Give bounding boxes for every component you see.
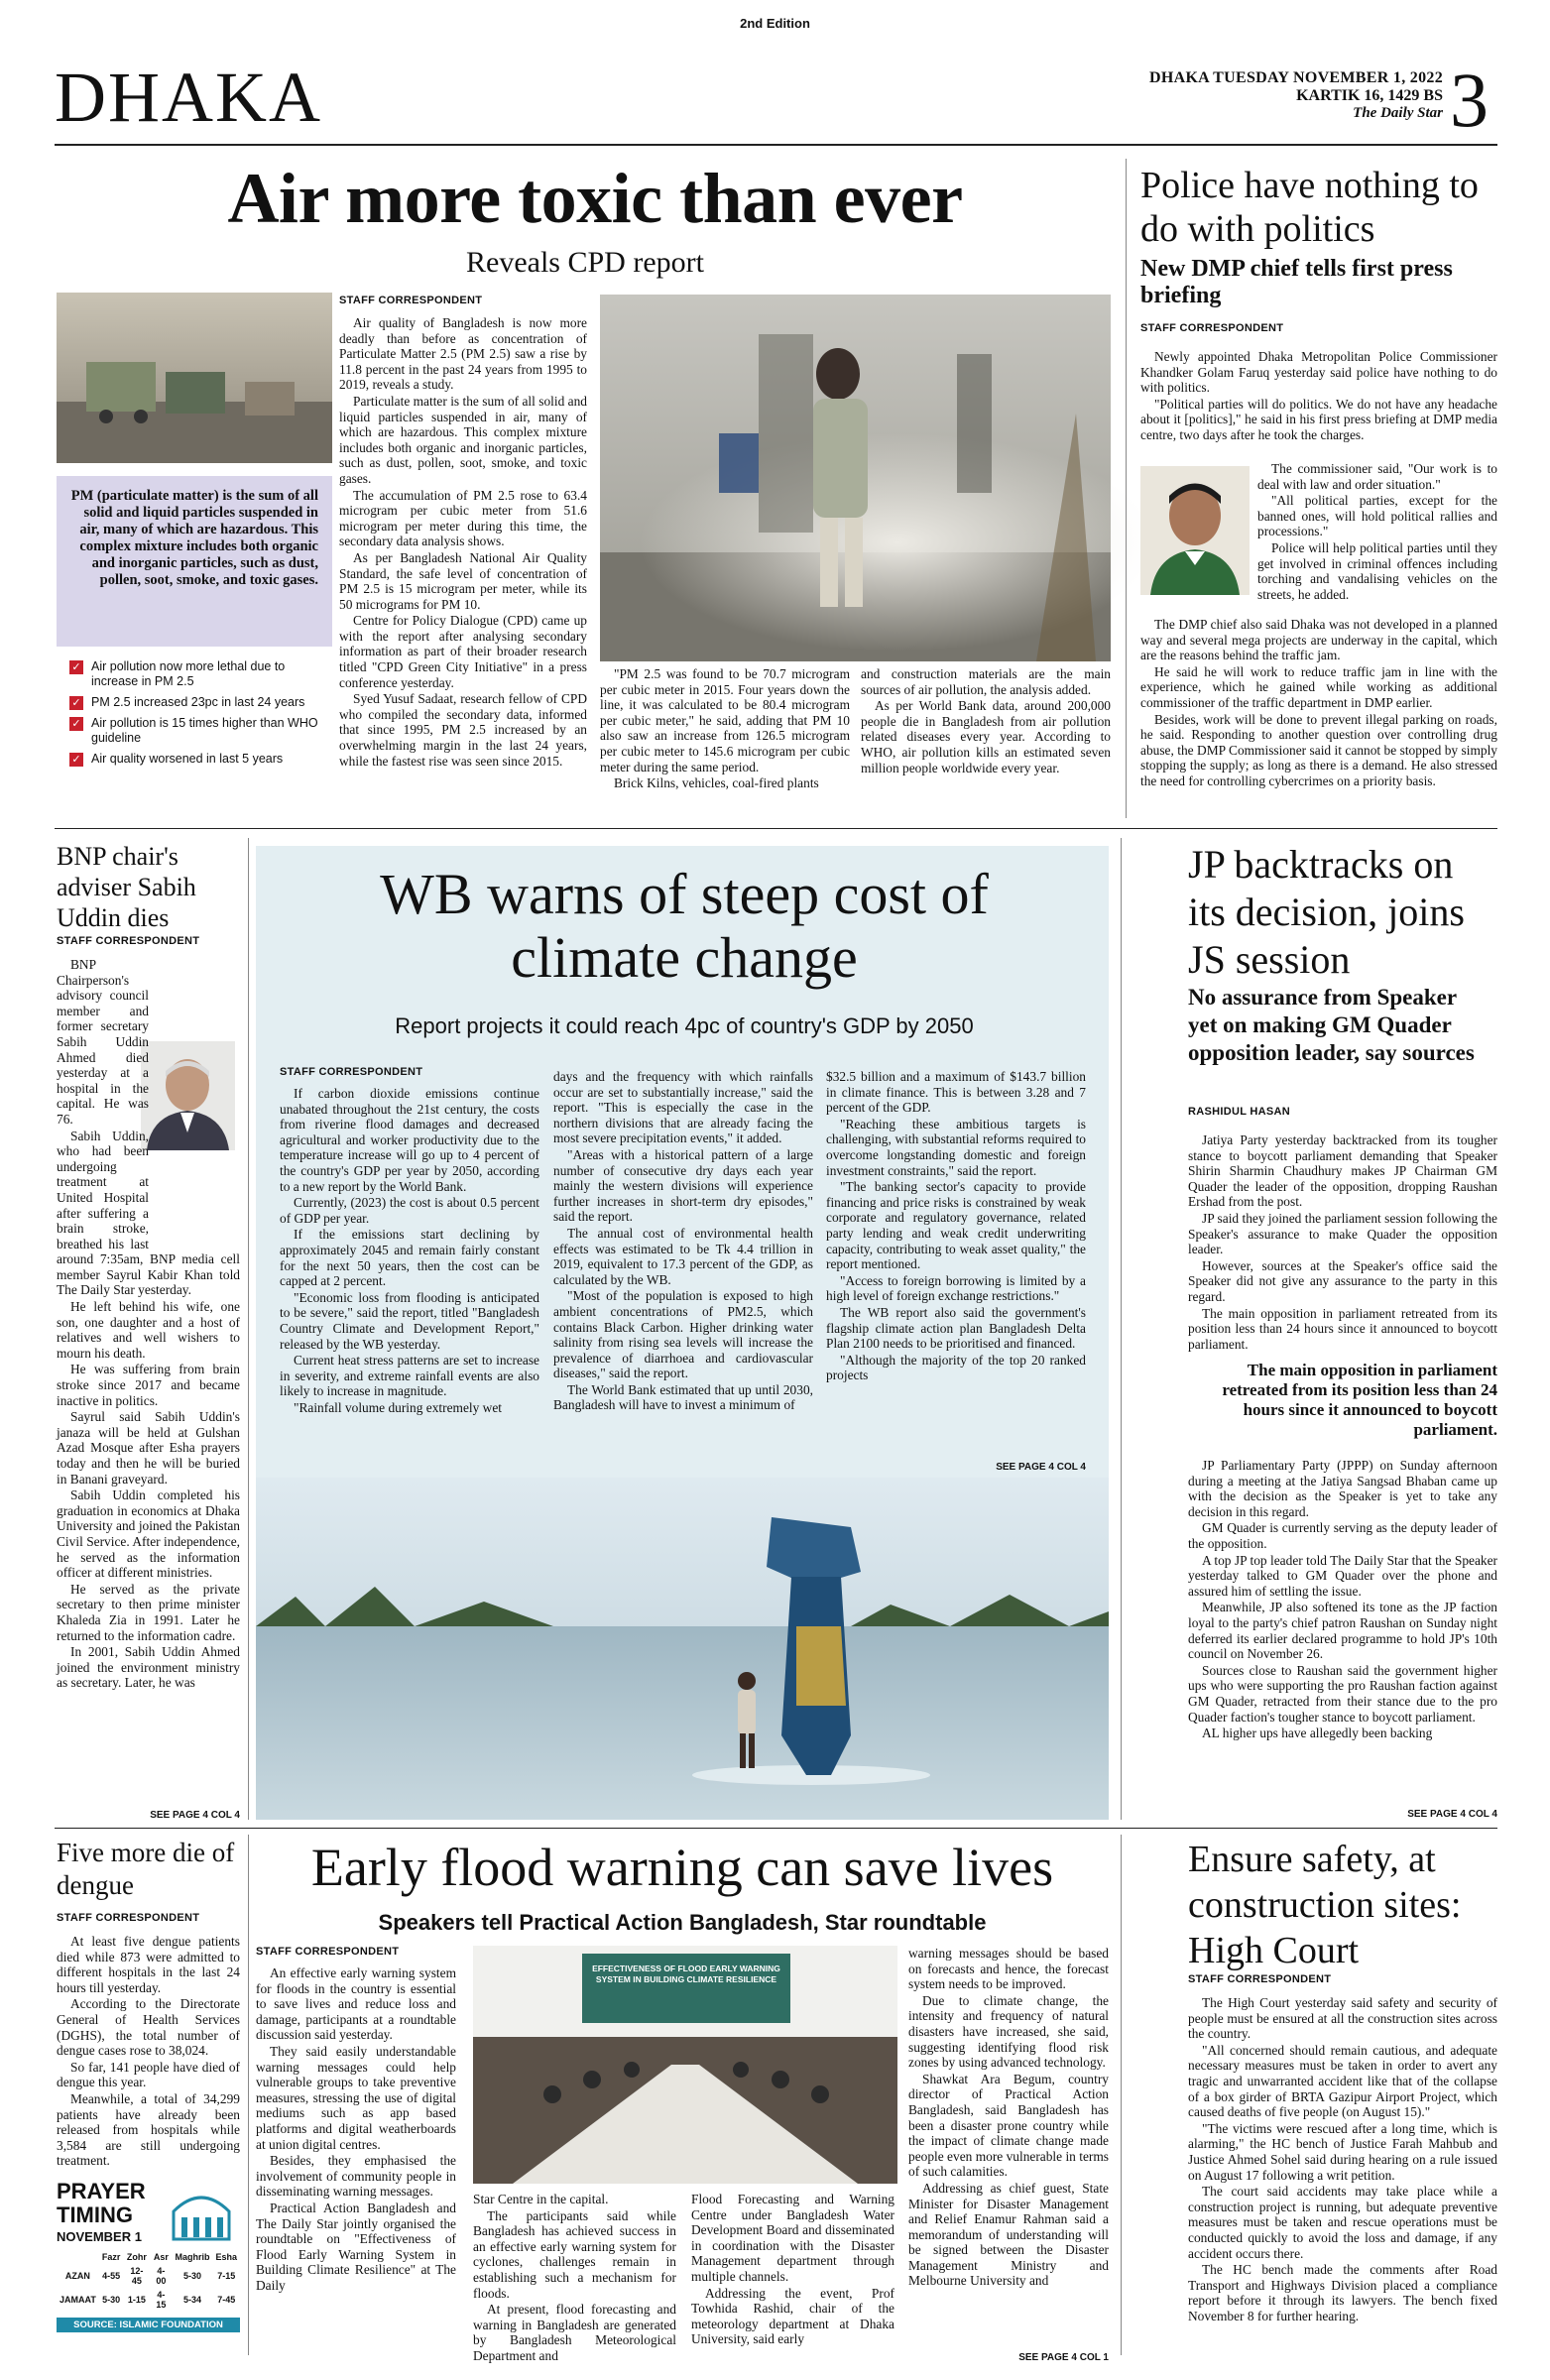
court-headline: Ensure safety, at construction sites: High Court (1188, 1839, 1462, 1971)
dengue-body (57, 1934, 240, 2170)
paragraph: "The banking sector's capacity to provide financing and price risks is constrained by weak corporate and regulatory governance, related party lending and weak credit underwriting capacity, contributing to weak asset quality," the report mentioned. (826, 1179, 1086, 1272)
paragraph: warning messages should be based on forecasts and hence, the forecast system needs to be improved. (908, 1946, 1109, 1992)
table-cell: 5-30 (102, 2295, 121, 2305)
paragraph: The participants said while Bangladesh has achieved success in an effective early warning system for cyclones, challenges remain in establishing such a mechanism for floods. (473, 2207, 676, 2301)
flood-col1 (256, 1965, 456, 2352)
paragraph: "Most of the population is exposed to high ambient concentrations of PM2.5, which contains Black Carbon. Higher drinking water salinity from rising sea levels will increase the prevalence of diarrhoea and cardiovascular diseases," said the report. (553, 1288, 813, 1381)
paragraph: The commissioner said, "Our work is to deal with law and order situation." (1257, 461, 1497, 492)
paragraph: "Access to foreign borrowing is limited by a high level of foreign exchange restrictions." (826, 1272, 1086, 1304)
paragraph: Sabih Uddin, who had been undergoing treatment at United Hospital after suffering a brain stroke, breathed his last around 7:35am, BNP media cell member Sayrul Kabir Khan told The Daily Star yesterday. (57, 1128, 240, 1298)
paragraph: The WB report also said the government's flagship climate action plan Bangladesh Delta Plan 2100 needs to be prioritised and financed. (826, 1304, 1086, 1352)
paragraph: Jatiya Party yesterday backtracked from its tougher stance to boycott parliament demanding that Speaker Shirin Sharmin Chaudhury makes JP Chairman GM Quader the leader of the opposition, dropping Raushan Ershad from the post. (1188, 1132, 1497, 1210)
prayer-title-line: TIMING (57, 2202, 133, 2227)
table-cell: 5-30 (182, 2271, 201, 2281)
paragraph: A top JP top leader told The Daily Star that the Speaker yesterday talked to GM Quader over the phone and assured him of settling the issue. (1188, 1552, 1497, 1599)
paragraph: They said easily understandable warning messages could help vulnerable groups to take preventive measures, stressing the use of digital mediums such as app based platforms and digital weatherboards at union digital centres. (256, 2043, 456, 2152)
check-icon: ✓ (69, 696, 83, 710)
paragraph: The court said accidents may take place while a construction project is running, but adequate preventive measures must be taken and rescue operations must be conducted quickly to avoid the loss and damage, if any accident occurs there. (1188, 2184, 1497, 2261)
paragraph: days and the frequency with which rainfalls occur are set to substantially increase," said the report. "This is especially the case in the northern divisions that are already facing the most severe precipitation events," it added. (553, 1069, 813, 1146)
lead-body-col1 (339, 315, 587, 811)
table-cell: 1-15 (127, 2295, 146, 2305)
column-divider (1121, 1835, 1122, 2355)
flood-women-photo (256, 1478, 1109, 1820)
paragraph: "Rainfall volume during extremely wet (294, 1399, 502, 1415)
lead-body-col2 (600, 666, 850, 815)
dengue-byline: STAFF CORRESPONDENT (57, 1912, 200, 1924)
flood-subhead: Speakers tell Practical Action Bangladesh, Star roundtable (378, 1910, 987, 1935)
checklist-text: Air quality worsened in last 5 years (91, 752, 284, 766)
paragraph: He left behind his wife, one son, one daughter and a host of relatives and well wishers to mourn his death. (57, 1299, 240, 1361)
flood-headline: Early flood warning can save lives (310, 1838, 1054, 1897)
wb-see-page: SEE PAGE 4 COL 4 (996, 1462, 1086, 1473)
column-divider (248, 1835, 249, 2355)
checklist-text: Air pollution is 15 times higher than WHO guideline (91, 716, 318, 745)
paragraph: $32.5 billion and a maximum of $143.7 billion in climate finance. This is between 3.28 and 7 percent of the GDP. (826, 1069, 1086, 1116)
paragraph: "Political parties will do politics. We do not have any headache about it [politics]," he said in his first press briefing at DMP media centre, two days after he took the charges. (1140, 396, 1497, 442)
pm-info-box (57, 476, 332, 647)
prayer-header-row (57, 2250, 240, 2264)
paragraph: Particulate matter is the sum of all solid and liquid particles suspended in air, many of which are hazardous. This complex mixture includes both organic and inorganic particles, such as dust, pollen, soot, smoke, and toxic gases. (339, 393, 587, 486)
paper-name: The Daily Star (1353, 105, 1443, 121)
woman-smoke-photo (600, 295, 1111, 661)
paragraph: The World Bank estimated that up until 2030, Bangladesh will have to invest a minimum of (553, 1381, 813, 1413)
paragraph: GM Quader is currently serving as the deputy leader of the opposition. (1188, 1520, 1497, 1551)
column-divider (248, 838, 249, 1820)
wb-headline: WB warns of steep cost of climate change (380, 862, 989, 990)
paragraph: Sabih Uddin completed his graduation in economics at Dhaka University and joined the Pakistan Civil Service. After independence, he served as the information officer at different ministries. (57, 1488, 240, 1581)
police-byline: STAFF CORRESPONDENT (1140, 322, 1284, 334)
section-rule (55, 828, 1497, 829)
page-number: 3 (1450, 57, 1489, 143)
paragraph: According to the Directorate General of Health Services (DGHS), the total number of dengue cases rose to 38,024. (57, 1996, 240, 2059)
wb-col1 (280, 1086, 539, 1468)
police-subhead: New DMP chief tells first press briefing (1140, 256, 1453, 308)
bnp-body (57, 957, 240, 1805)
checklist-item (69, 752, 327, 767)
police-body-top (1140, 349, 1497, 444)
jp-headline: JP backtracks on its decision, joins JS session (1188, 842, 1465, 982)
paragraph: He was suffering from brain stroke since 2017 and became inactive in politics. (57, 1362, 240, 1408)
paragraph: "Although the majority of the top 20 ranked projects (826, 1352, 1086, 1383)
paragraph: Newly appointed Dhaka Metropolitan Police Commissioner Khandker Golam Faruq yesterday said police have nothing to do with politics. (1140, 349, 1497, 396)
flood-col3 (691, 2192, 894, 2350)
jp-see-page: SEE PAGE 4 COL 4 (1407, 1809, 1497, 1820)
paragraph: The HC bench made the comments after Road Transport and Highways Division placed a compliance report before it through its lawyers. The bench fixed November 8 for further hearing. (1188, 2262, 1497, 2323)
check-icon: ✓ (69, 660, 83, 674)
paragraph: Flood Forecasting and Warning Centre under Bangladesh Water Development Board and disseminated in coordination with the Disaster Management department through multiple channels. (691, 2192, 894, 2284)
paragraph: As per Bangladesh National Air Quality Standard, the safe level of concentration of PM 2.5 is 15 microgram per meter, while its 50 micrograms for PM 10. (339, 549, 587, 612)
roundtable-photo (473, 1946, 897, 2184)
table-cell: 7-15 (217, 2271, 236, 2281)
paragraph: BNP Chairperson's advisory council member and former secretary Sabih Uddin Ahmed died yesterday at a hospital in the capital. He was 76. (57, 957, 149, 1127)
jp-body-top (1188, 1132, 1497, 1353)
traffic-smog-image (57, 293, 332, 463)
checklist-item (69, 695, 327, 710)
paragraph: Current heat stress patterns are set to increase in severity, and extreme rainfall events are also likely to increase in magnitude. (280, 1353, 539, 1399)
jp-subhead: No assurance from Speaker yet on making GM Quader opposition leader, say sources (1188, 985, 1475, 1065)
lead-byline: STAFF CORRESPONDENT (339, 295, 483, 306)
roundtable-banner-text: EFFECTIVENESS OF FLOOD EARLY WARNING SYSTEM IN BUILDING CLIMATE RESILIENCE (592, 1964, 780, 1984)
paragraph: An effective early warning system for floods in the country is essential to save lives and reduce loss and damage, participants at a roundtable discussion said yesterday. (256, 1965, 456, 2043)
paragraph: In 2001, Sabih Uddin Ahmed joined the environment ministry as secretary. Later, he was (57, 1644, 240, 1691)
paragraph: The annual cost of environmental health effects was estimated to be Tk 4.4 trillion in 2019, equivalent to 17.3 percent of the GDP, as calculated by the WB. (553, 1225, 813, 1287)
prayer-timing-box (57, 2180, 240, 2350)
jp-byline: RASHIDUL HASAN (1188, 1106, 1291, 1118)
paragraph: If the emissions start declining by approximately 2045 and remain fairly constant for the next 50 years, then the cost can be capped at 2 percent. (280, 1227, 539, 1289)
wb-byline: STAFF CORRESPONDENT (280, 1066, 423, 1078)
check-icon: ✓ (69, 753, 83, 767)
table-cell: AZAN (64, 2271, 90, 2281)
paragraph: Besides, they emphasised the involvement of community people in disseminating warning messages. (256, 2153, 456, 2200)
dengue-headline: Five more die of dengue (57, 1838, 235, 1900)
prayer-source: SOURCE: ISLAMIC FOUNDATION (57, 2318, 240, 2332)
air-checklist (69, 659, 327, 773)
police-body-wrap (1257, 461, 1497, 603)
column-divider (1126, 159, 1127, 818)
prayer-table (57, 2250, 240, 2312)
jp-pull-quote: The main opposition in parliament retreated from its position less than 24 hours since it announced to boycott parliament. (1222, 1361, 1497, 1439)
paragraph: JP said they joined the parliament session following the Speaker's assurance to make Quader the opposition leader. (1188, 1210, 1497, 1257)
table-cell: 4-00 (156, 2266, 167, 2286)
paragraph: He served as the private secretary to then prime minister Khaleda Zia in 1991. Later he returned to the information cadre. (57, 1581, 240, 1643)
paragraph: The High Court yesterday said safety and security of people must be ensured at all the construction sites across the country. (1188, 1995, 1497, 2042)
table-cell: Fazr (101, 2252, 121, 2262)
lead-headline: Air more toxic than ever (227, 159, 963, 238)
lead-body-col3 (861, 666, 1111, 815)
paragraph: The main opposition in parliament retreated from its position less than 24 hours since it announced to boycott parliament. (1188, 1305, 1497, 1352)
bnp-headline: BNP chair's adviser Sabih Uddin dies (57, 842, 196, 932)
paragraph: Sayrul said Sabih Uddin's janaza will be held at Gulshan Azad Mosque after Esha prayers today and then he will be buried in Banani graveyard. (57, 1409, 240, 1487)
flood-col2 (473, 2192, 676, 2363)
table-cell: 5-34 (182, 2295, 201, 2305)
table-cell: 7-45 (217, 2295, 236, 2305)
paragraph: "All concerned should remain cautious, and adequate necessary measures must be taken in order to avert any tragic and unwarranted accident like that of the collapse of a box girder of BRTA Gazipur Airport Project, which caused deaths of five people (on August 15)." (1188, 2042, 1497, 2120)
prayer-title-line: PRAYER (57, 2179, 146, 2203)
paragraph: So far, 141 people have died of dengue this year. (57, 2059, 240, 2090)
paragraph: "Reaching these ambitious targets is challenging, with substantial reforms required to overcome longstanding domestic and foreign investment constraints," said the report. (826, 1116, 1086, 1178)
paragraph: "Economic loss from flooding is anticipated to be severe," said the report, titled "Bangladesh Country Climate and Development Report," released by the WB yesterday. (280, 1289, 539, 1352)
flood-col4 (908, 1946, 1109, 2342)
bnp-byline: STAFF CORRESPONDENT (57, 935, 200, 947)
woman-smoke-image (600, 295, 1111, 661)
table-cell: Zohr (126, 2252, 147, 2262)
bangla-date: KARTIK 16, 1429 BS (1296, 87, 1443, 104)
paragraph: Centre for Policy Dialogue (CPD) came up with the report after analysing secondary information as part of their broader research titled "CPD Green City Initiative" in a press conference yesterday. (339, 613, 587, 690)
paragraph: "All political parties, except for the banned ones, will hold political rallies and processions." (1257, 493, 1497, 539)
paragraph: The DMP chief also said Dhaka was not developed in a planned way and several mega projects are underway in the capital, which are the reasons behind the traffic jam. (1140, 617, 1497, 663)
paragraph: However, sources at the Speaker's office said the Speaker did not give any assurance to the party in this regard. (1188, 1257, 1497, 1304)
wb-col3 (826, 1069, 1086, 1461)
paragraph: Air quality of Bangladesh is now more deadly than before as concentration of Particulate Matter 2.5 (PM 2.5) saw a rise by 11.8 percent in the past 24 years from 1995 to 2019, reveals a study. (339, 315, 587, 393)
column-divider (1121, 838, 1122, 1820)
check-icon: ✓ (69, 717, 83, 731)
mosque-icon (168, 2182, 235, 2241)
flood-see-page: SEE PAGE 4 COL 1 (1018, 2352, 1109, 2363)
table-cell: Asr (153, 2252, 169, 2262)
prayer-date: NOVEMBER 1 (57, 2229, 142, 2244)
paragraph: Meanwhile, a total of 34,299 patients have already been released from hospitals while 3,584 are still undergoing treatment. (57, 2090, 240, 2169)
paragraph: AL higher ups have allegedly been backing (1202, 1726, 1433, 1741)
paragraph: Practical Action Bangladesh and The Daily Star jointly organised the roundtable on "Effectiveness of Flood Early Warning System in Building Climate Resilience" at The Daily (256, 2200, 456, 2293)
paragraph: As per World Bank data, around 200,000 people die in Bangladesh from air pollution related diseases every year. According to WHO, air pollution kills an estimated seven million people worldwide every year. (861, 698, 1111, 775)
paragraph: At least five dengue patients died while 873 were admitted to different hospitals in the last 24 hours till yesterday. (57, 1934, 240, 1995)
paragraph: "PM 2.5 was found to be 70.7 microgram per cubic meter in 2015. Four years down the line, it was calculated to be 80.4 microgram per cubic meter," he said, adding that PM 10 also saw an increase from 126.5 microgram per cubic meter to 145.6 microgram per cubic meter during the same period. (600, 666, 850, 774)
court-body (1188, 1995, 1497, 2352)
table-row (57, 2264, 240, 2288)
paragraph: Addressing the event, Prof Towhida Rashid, chair of the meteorology department at Dhaka University, said early (691, 2285, 894, 2347)
table-cell: 12-45 (130, 2266, 144, 2286)
paragraph: The accumulation of PM 2.5 rose to 63.4 microgram per cubic meter from 51.6 microgram per meter during this time, the secondary data analysis shows. (339, 487, 587, 549)
flood-women-image (256, 1478, 1109, 1820)
lead-subhead: Reveals CPD report (466, 246, 704, 279)
checklist-text: Air pollution now more lethal due to increase in PM 2.5 (91, 659, 286, 688)
wb-col2 (553, 1069, 813, 1468)
police-headline: Police have nothing to do with politics (1140, 165, 1479, 250)
table-cell: 4-15 (156, 2290, 167, 2310)
police-body-bottom (1140, 617, 1497, 790)
wb-subhead: Report projects it could reach 4pc of country's GDP by 2050 (395, 1013, 974, 1038)
paragraph: "Areas with a historical pattern of a large number of consecutive dry days each year mainly the western divisions will experience further increases in short-term dry episodes," said the report. (553, 1146, 813, 1225)
paragraph: Shawkat Ara Begum, country director of Practical Action Bangladesh, said Bangladesh has been a disaster prone country while the impact of climate change made people even more vulnerable in terms of such calamities. (908, 2071, 1109, 2180)
bnp-see-page: SEE PAGE 4 COL 4 (150, 1810, 240, 1821)
photo-float (149, 1038, 240, 1242)
paragraph: Currently, (2023) the cost is about 0.5 percent of GDP per year. (280, 1195, 539, 1226)
section-title: DHAKA (55, 58, 322, 137)
paragraph: JP Parliamentary Party (JPPP) on Sunday afternoon during a meeting at the Jatiya Sangsad Bhaban came up with the decision as the Speaker is yet to take any decision in this regard. (1188, 1458, 1497, 1519)
paragraph: Addressing as chief guest, State Minister for Disaster Management and Relief Enamur Rahman said a memorandum of understanding will be signed between the Disaster Management Ministry and Melbourne University and (908, 2180, 1109, 2289)
court-byline: STAFF CORRESPONDENT (1188, 1973, 1332, 1985)
paragraph: Sources close to Raushan said the government higher ups who were supporting the pro Raushan faction against GM Quader, retracted from their stance due to the pro Quader faction's tougher stance to boycott parliament. (1188, 1662, 1497, 1725)
paragraph: Meanwhile, JP also softened its tone as the JP faction loyal to the party's chief patron Raushan on Sunday night deferred its earlier declared programme to hold JP's 10th council on November 26. (1188, 1600, 1497, 1662)
commissioner-portrait (1140, 466, 1250, 595)
table-cell: JAMAAT (60, 2295, 96, 2305)
table-cell (57, 2250, 99, 2264)
paragraph: Police will help political parties until they get involved in criminal offences including torching and vandalising vehicles on the streets, he added. (1257, 539, 1497, 602)
paragraph: Due to climate change, the intensity and frequency of natural disasters have increased, she said, suggesting identifying flood risk zones by using advanced technology. (908, 1992, 1109, 2071)
masthead-rule (55, 144, 1497, 146)
date-line: DHAKA TUESDAY NOVEMBER 1, 2022 (1148, 69, 1443, 86)
edition-label: 2nd Edition (740, 16, 810, 31)
table-cell: 4-55 (102, 2271, 121, 2281)
paragraph: Star Centre in the capital. (473, 2192, 609, 2206)
portrait-image (1140, 466, 1250, 595)
paragraph: "The victims were rescued after a long time, which is alarming," the HC bench of Justice Farah Mahbub and Justice Ahmed Sohel said during hearing on a rule issued on August 17 following a writ petition. (1188, 2120, 1497, 2183)
paragraph: and construction materials are the main sources of air pollution, the analysis added. (861, 666, 1111, 697)
checklist-text: PM 2.5 increased 23pc in last 24 years (91, 695, 305, 709)
table-cell: Esha (215, 2252, 237, 2262)
checklist-item (69, 659, 327, 689)
checklist-item (69, 716, 327, 746)
table-row (57, 2288, 240, 2312)
pm-info-text: PM (particulate matter) is the sum of all solid and liquid particles suspended in air, many of which are hazardous. This complex mixture includes both organic and inorganic particles, such as dust, pollen, soot, smoke, and toxic gases. (70, 488, 318, 588)
flood-byline: STAFF CORRESPONDENT (256, 1946, 400, 1958)
table-cell: Maghrib (175, 2252, 210, 2262)
paragraph: If carbon dioxide emissions continue unabated throughout the 21st century, the costs from riverine flood damages and decreased agricultural and worker productivity due to the temperature increase will go up to 4 percent of the country's GDP per year by 2050, according to a new report by the World Bank. (280, 1086, 539, 1194)
date-block (1145, 69, 1443, 122)
jp-body-bottom (1188, 1458, 1497, 1803)
paragraph: Besides, work will be done to prevent illegal parking on roads, he said. Responding to another question over controlling drug abuse, the DMP Commissioner said it cannot be stopped by simply stopping the supply; as long as there is a demand. He also stressed the need for controlling cybercrimes on a priority basis. (1140, 711, 1497, 788)
paragraph: Syed Yusuf Sadaat, research fellow of CPD who compiled the secondary data, informed that since 1995, PM 2.5 increased by an overwhelming margin in the last 24 years, while the fastest rise was seen since 2015. (339, 691, 587, 769)
traffic-smog-photo (57, 293, 332, 463)
paragraph: At present, flood forecasting and warning in Bangladesh are generated by Bangladesh Meteorological Department and (473, 2302, 676, 2363)
paragraph: Brick Kilns, vehicles, coal-fired plants (614, 775, 819, 791)
paragraph: He said he will work to reduce traffic jam in line with the experience, which he gained while working as additional commissioner of the traffic department in DMP earlier. (1140, 663, 1497, 710)
section-rule (55, 1828, 1497, 1829)
